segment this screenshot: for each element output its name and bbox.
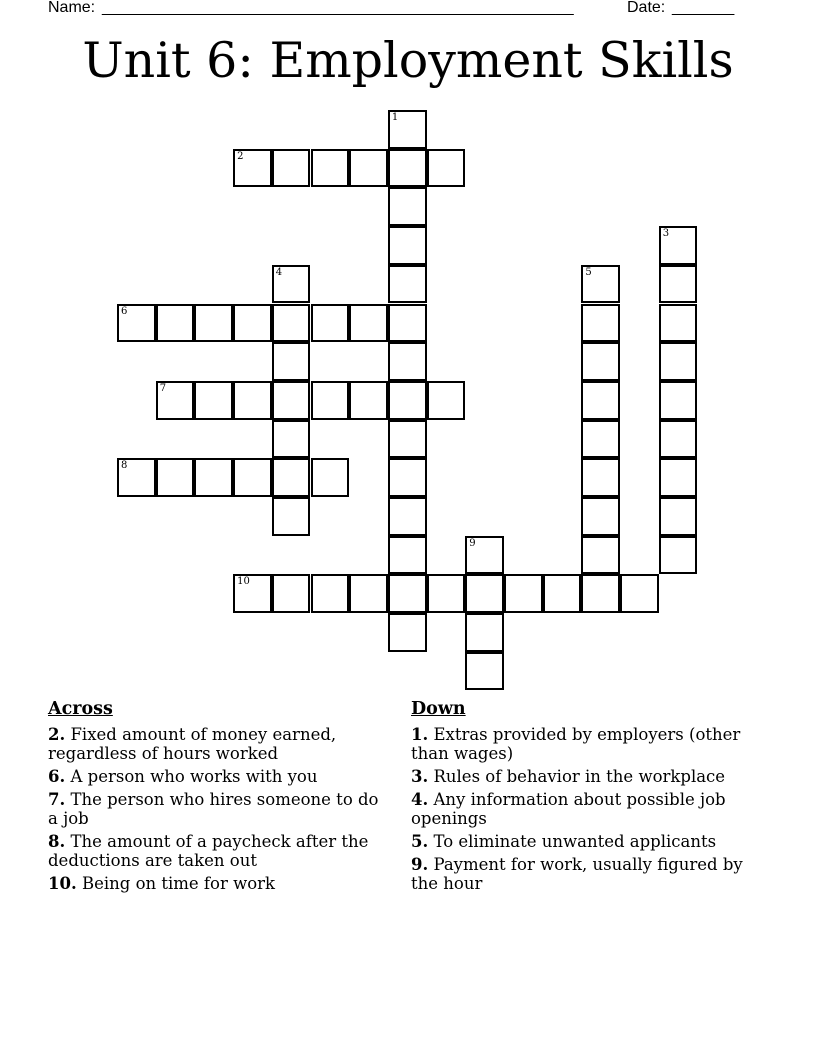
grid-cell[interactable]: [311, 304, 350, 343]
down-clue: [411, 855, 751, 893]
grid-cell[interactable]: [349, 149, 388, 188]
grid-cell[interactable]: [311, 574, 350, 613]
clue-number: 7: [159, 382, 167, 394]
page-title: Unit 6: Employment Skills: [82, 32, 734, 89]
date-label: Date:: [627, 0, 670, 16]
grid-cell[interactable]: [543, 574, 582, 613]
clue-text: To eliminate unwanted applicants: [428, 832, 717, 851]
grid-cell[interactable]: [388, 574, 427, 613]
grid-cell[interactable]: [581, 458, 620, 497]
grid-cell[interactable]: [504, 574, 543, 613]
grid-cell[interactable]: [620, 574, 659, 613]
clue-text: Any information about possible job openings: [411, 790, 726, 828]
grid-cell[interactable]: [388, 265, 427, 304]
date-blank[interactable]: _______: [672, 0, 735, 16]
grid-cell[interactable]: [388, 110, 427, 149]
grid-cell[interactable]: [349, 574, 388, 613]
clue-text: Fixed amount of money earned, regardless of hours worked: [48, 725, 337, 763]
grid-cell[interactable]: [388, 458, 427, 497]
grid-cell[interactable]: [388, 613, 427, 652]
grid-cell[interactable]: [581, 304, 620, 343]
grid-cell[interactable]: [388, 497, 427, 536]
grid-cell[interactable]: [581, 536, 620, 575]
grid-cell[interactable]: [233, 381, 272, 420]
clue-number: 10: [237, 576, 250, 588]
grid-cell[interactable]: [311, 149, 350, 188]
clue-number: 8.: [48, 832, 66, 851]
grid-cell[interactable]: [581, 420, 620, 459]
clue-number: 2: [237, 150, 244, 162]
grid-cell[interactable]: [388, 304, 427, 343]
grid-cell[interactable]: [659, 458, 698, 497]
grid-cell[interactable]: [581, 574, 620, 613]
grid-cell[interactable]: [272, 381, 311, 420]
grid-cell[interactable]: [156, 381, 195, 420]
grid-cell[interactable]: [311, 458, 350, 497]
clue-number: 6: [121, 305, 128, 317]
grid-cell[interactable]: [427, 381, 466, 420]
grid-cell[interactable]: [659, 226, 698, 265]
grid-cell[interactable]: [117, 304, 156, 343]
clue-text: Being on time for work: [76, 874, 276, 893]
grid-cell[interactable]: [272, 342, 311, 381]
clue-text: Extras provided by employers (other than wages): [411, 725, 741, 763]
grid-cell[interactable]: [272, 458, 311, 497]
across-clue: [48, 767, 388, 786]
across-clue: [48, 874, 388, 893]
clue-number: 3: [662, 228, 670, 240]
grid-cell[interactable]: [388, 226, 427, 265]
clue-text: Payment for work, usually figured by the hour: [411, 855, 743, 893]
clue-text: The amount of a paycheck after the deductions are taken out: [48, 832, 369, 870]
grid-cell[interactable]: [349, 304, 388, 343]
grid-cell[interactable]: [272, 420, 311, 459]
grid-cell[interactable]: [194, 304, 233, 343]
grid-cell[interactable]: [659, 420, 698, 459]
grid-cell[interactable]: [581, 265, 620, 304]
grid-cell[interactable]: [272, 497, 311, 536]
grid-cell[interactable]: [659, 536, 698, 575]
grid-cell[interactable]: [156, 458, 195, 497]
grid-cell[interactable]: [465, 652, 504, 691]
name-blank[interactable]: _____________________________________________________: [102, 0, 574, 16]
grid-cell[interactable]: [388, 381, 427, 420]
grid-cell[interactable]: [272, 304, 311, 343]
grid-cell[interactable]: [311, 381, 350, 420]
grid-cell[interactable]: [233, 149, 272, 188]
across-clue: [48, 725, 388, 763]
grid-cell[interactable]: [659, 304, 698, 343]
grid-cell[interactable]: [427, 149, 466, 188]
clue-number: 3.: [411, 767, 429, 786]
grid-cell[interactable]: [117, 458, 156, 497]
grid-cell[interactable]: [388, 187, 427, 226]
grid-cell[interactable]: [388, 342, 427, 381]
grid-cell[interactable]: [233, 458, 272, 497]
grid-cell[interactable]: [581, 497, 620, 536]
clue-number: 4.: [411, 790, 429, 809]
clue-number: 8: [121, 460, 128, 472]
across-clues: [48, 700, 388, 897]
clue-number: 9.: [411, 855, 429, 874]
grid-cell[interactable]: [272, 265, 311, 304]
grid-cell[interactable]: [388, 149, 427, 188]
clue-number: 7.: [48, 790, 66, 809]
clue-text: Rules of behavior in the workplace: [428, 767, 726, 786]
clue-number: 10.: [48, 874, 77, 893]
name-label: Name:: [48, 0, 100, 16]
grid-cell[interactable]: [388, 536, 427, 575]
grid-cell[interactable]: [349, 381, 388, 420]
across-heading: Across: [48, 699, 113, 719]
down-heading: Down: [411, 699, 466, 719]
clue-text: A person who works with you: [65, 767, 318, 786]
grid-cell[interactable]: [194, 381, 233, 420]
grid-cell[interactable]: [156, 304, 195, 343]
grid-cell[interactable]: [659, 497, 698, 536]
grid-cell[interactable]: [659, 265, 698, 304]
grid-cell[interactable]: [581, 381, 620, 420]
grid-cell[interactable]: [388, 420, 427, 459]
grid-cell[interactable]: [465, 613, 504, 652]
grid-cell[interactable]: [427, 574, 466, 613]
across-clue: [48, 790, 388, 828]
clue-number: 2.: [48, 725, 66, 744]
down-clue: [411, 725, 751, 763]
grid-cell[interactable]: [272, 574, 311, 613]
clue-number: 6.: [48, 767, 66, 786]
grid-cell[interactable]: [465, 574, 504, 613]
clue-number: 1: [391, 112, 399, 123]
clue-number: 5: [585, 266, 592, 278]
down-clue: [411, 790, 751, 828]
across-clue: [48, 832, 388, 870]
down-clues: [411, 700, 751, 897]
grid-cell[interactable]: [659, 381, 698, 420]
clue-text: The person who hires someone to do a job: [48, 790, 379, 828]
clue-number: 4: [275, 266, 283, 278]
grid-cell[interactable]: [233, 574, 272, 613]
down-clue: [411, 767, 751, 786]
grid-cell[interactable]: [659, 342, 698, 381]
grid-cell[interactable]: [465, 536, 504, 575]
grid-cell[interactable]: [233, 304, 272, 343]
grid-cell[interactable]: [272, 149, 311, 188]
grid-cell[interactable]: [581, 342, 620, 381]
clue-number: 5.: [411, 832, 429, 851]
clue-number: 9: [469, 537, 476, 549]
clue-number: 1.: [411, 725, 429, 744]
grid-cell[interactable]: [194, 458, 233, 497]
down-clue: [411, 832, 751, 851]
